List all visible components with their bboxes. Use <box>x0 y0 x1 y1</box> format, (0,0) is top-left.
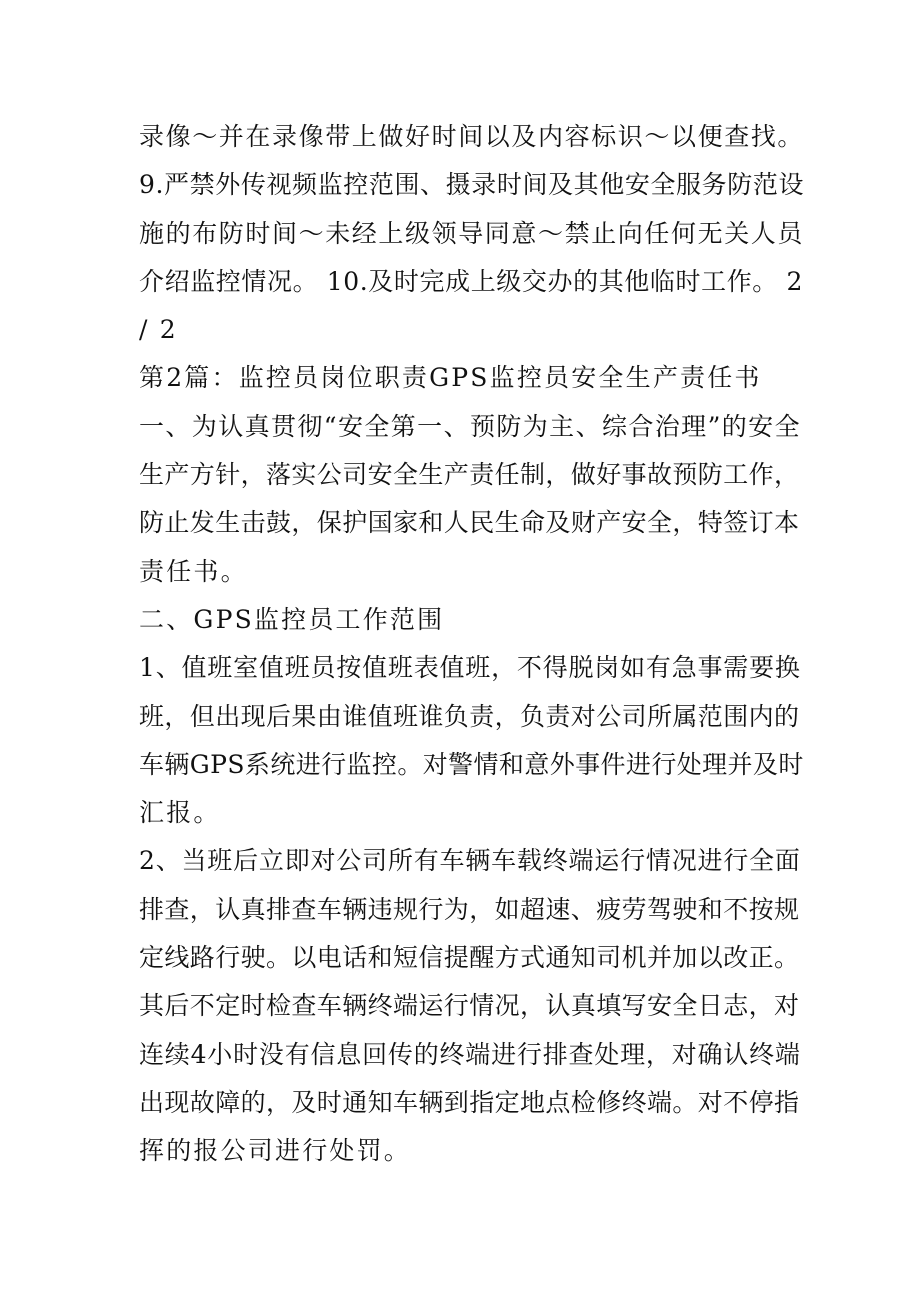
text-line-21: 出现故障的，及时通知车辆到指定地点检修终端。对不停指 <box>139 1087 800 1117</box>
text-line-2: 9.严禁外传视频监控范围、摄录时间及其他安全服务防范设 <box>139 170 805 200</box>
text-line-3: 施的布防时间～未经上级领导同意～禁止向任何无关人员 <box>139 218 805 248</box>
text-line-17: 排查，认真排查车辆违规行为，如超速、疲劳驾驶和不按规 <box>139 894 800 924</box>
text-line-10: 责任书。 <box>139 556 248 586</box>
text-line-13: 班，但出现后果由谁值班谁负责，负责对公司所属范围内的 <box>139 701 800 731</box>
text-line-16: 2、当班后立即对公司所有车辆车载终端运行情况进行全面 <box>139 846 801 876</box>
text-line-18: 定线路行驶。以电话和短信提醒方式通知司机并加以改正。 <box>139 943 800 973</box>
text-line-15: 汇报。 <box>139 798 221 828</box>
text-line-12: 1、值班室值班员按值班表值班，不得脱岗如有急事需要换 <box>139 653 801 683</box>
section-title: 第2篇：监控员岗位职责GPS监控员安全生产责任书 <box>139 363 762 393</box>
text-line-8: 生产方针，落实公司安全生产责任制，做好事故预防工作， <box>139 460 800 490</box>
subsection-heading: 二、GPS监控员工作范围 <box>139 604 445 634</box>
text-line-1: 录像～并在录像带上做好时间以及内容标识～以便查找。 <box>139 122 805 151</box>
page-number-line: / 2 <box>139 315 178 345</box>
text-line-22: 挥的报公司进行处罚。 <box>139 1136 412 1166</box>
text-line-7: 一、为认真贯彻“安全第一、预防为主、综合治理”的安全 <box>139 411 801 441</box>
text-line-14: 车辆GPS系统进行监控。对警情和意外事件进行处理并及时 <box>139 749 804 779</box>
text-line-4: 介绍监控情况。 10.及时完成上级交办的其他临时工作。 2 <box>139 266 803 296</box>
document-body <box>139 113 804 1176</box>
text-line-20: 连续4小时没有信息回传的终端进行排查处理，对确认终端 <box>139 1039 801 1069</box>
text-line-9: 防止发生击鼓，保护国家和人民生命及财产安全，特签订本 <box>139 508 800 538</box>
text-line-19: 其后不定时检查车辆终端运行情况，认真填写安全日志，对 <box>139 991 800 1021</box>
